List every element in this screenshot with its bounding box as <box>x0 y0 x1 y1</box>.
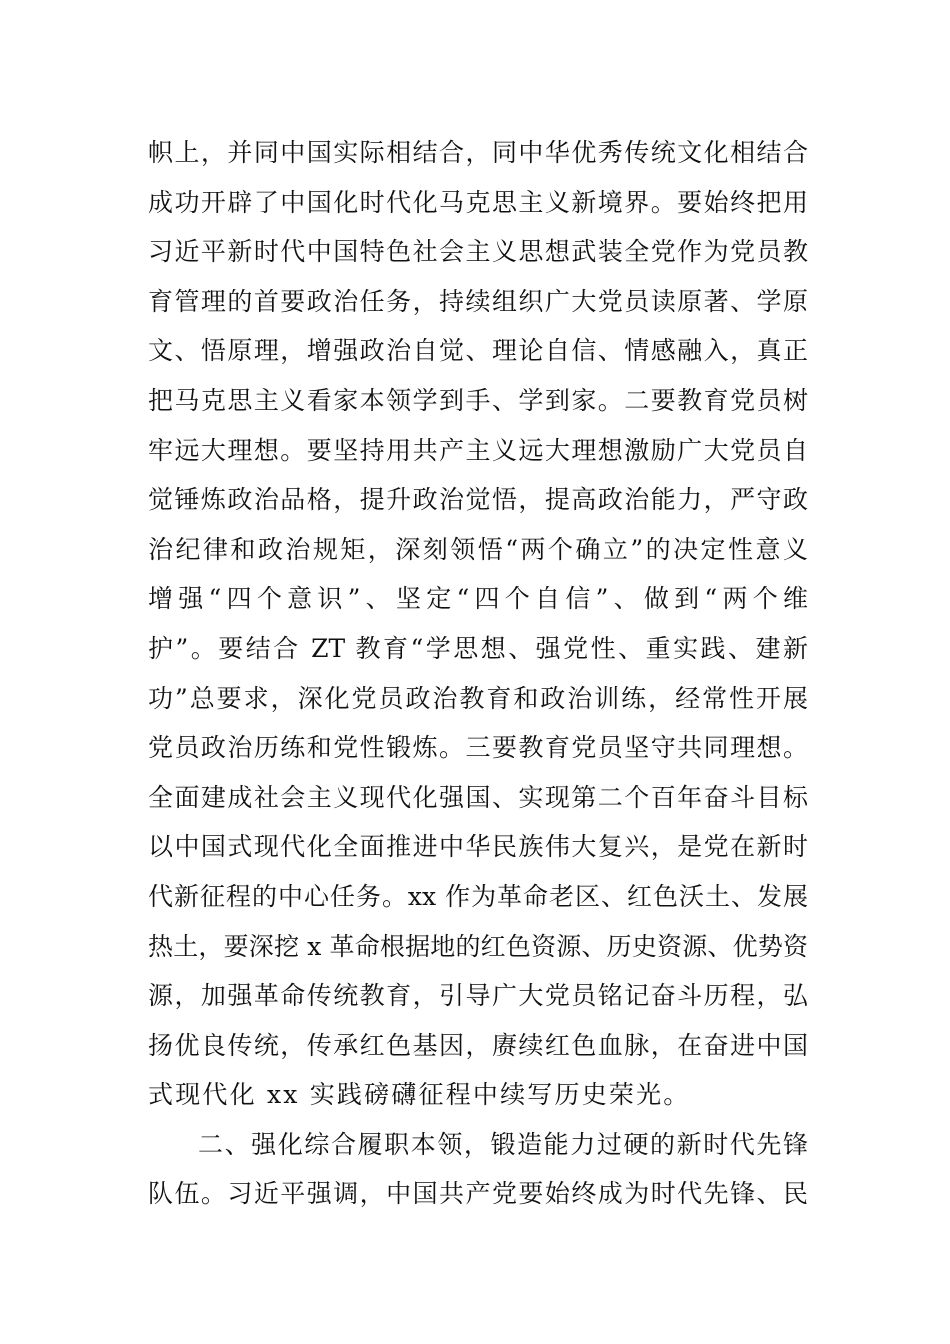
section-heading-line: 二、强化综合履职本领，锻造能力过硬的新时代先锋 <box>198 1129 808 1159</box>
text-line: 成功开辟了中国化时代化马克思主义新境界。要始终把用 <box>148 187 808 217</box>
text-line: 扬优良传统，传承红色基因，赓续红色血脉，在奋进中国 <box>148 1030 808 1060</box>
text-line: 代新征程的中心任务。xx 作为革命老区、红色沃土、发展 <box>148 881 808 911</box>
text-line: 党员政治历练和党性锻炼。三要教育党员坚守共同理想。 <box>148 733 808 763</box>
text-line: 帜上，并同中国实际相结合，同中华优秀传统文化相结合 <box>148 138 808 167</box>
text-line: 把马克思主义看家本领学到手、学到家。二要教育党员树 <box>148 385 808 415</box>
text-line: 增强“四个意识”、坚定“四个自信”、做到“两个维 <box>148 584 808 614</box>
text-line: 功”总要求，深化党员政治教育和政治训练，经常性开展 <box>148 683 808 713</box>
text-line: 热土，要深挖 x 革命根据地的红色资源、历史资源、优势资 <box>148 931 808 961</box>
text-line: 治纪律和政治规矩，深刻领悟“两个确立”的决定性意义 <box>148 534 808 564</box>
text-line: 以中国式现代化全面推进中华民族伟大复兴，是党在新时 <box>148 832 808 862</box>
text-line: 习近平新时代中国特色社会主义思想武装全党作为党员教 <box>148 237 808 267</box>
text-line: 育管理的首要政治任务，持续组织广大党员读原著、学原 <box>148 286 808 316</box>
text-line: 全面建成社会主义现代化强国、实现第二个百年奋斗目标 <box>148 782 808 812</box>
body-text <box>148 128 808 1219</box>
text-line: 队伍。习近平强调，中国共产党要始终成为时代先锋、民 <box>148 1179 808 1209</box>
text-line: 护”。要结合 ZT 教育“学思想、强党性、重实践、建新 <box>148 633 808 663</box>
text-line: 牢远大理想。要坚持用共产主义远大理想激励广大党员自 <box>148 435 808 465</box>
text-line: 文、悟原理，增强政治自觉、理论自信、情感融入，真正 <box>148 336 808 366</box>
text-line: 式现代化 xx 实践磅礴征程中续写历史荣光。 <box>148 1080 691 1110</box>
text-line: 源，加强革命传统教育，引导广大党员铭记奋斗历程，弘 <box>148 981 808 1011</box>
text-line: 觉锤炼政治品格，提升政治觉悟，提高政治能力，严守政 <box>148 485 808 515</box>
